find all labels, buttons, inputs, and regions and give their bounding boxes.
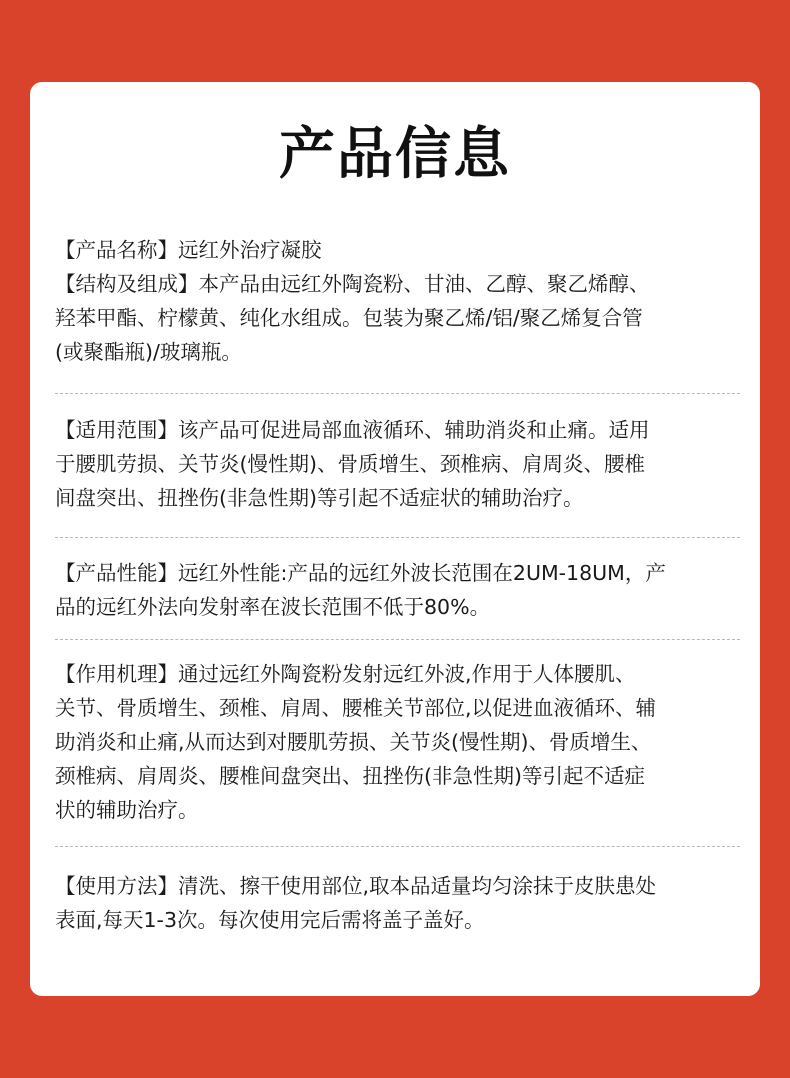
page-title: 产品信息 bbox=[279, 122, 511, 187]
text-line: 【结构及组成】本产品由远红外陶瓷粉、甘油、乙醇、聚乙烯醇、 bbox=[55, 272, 650, 296]
section-product-name-composition bbox=[55, 233, 745, 369]
divider bbox=[55, 639, 740, 640]
text-line: 间盘突出、扭挫伤(非急性期)等引起不适症状的辅助治疗。 bbox=[55, 486, 584, 510]
section-performance bbox=[55, 556, 745, 624]
divider bbox=[55, 393, 740, 394]
text-line: 颈椎病、肩周炎、腰椎间盘突出、扭挫伤(非急性期)等引起不适症 bbox=[55, 764, 645, 788]
section-mechanism bbox=[55, 657, 745, 827]
text-line: 【适用范围】该产品可促进局部血液循环、辅助消炎和止痛。适用 bbox=[55, 418, 650, 442]
section-usage bbox=[55, 869, 745, 937]
section-scope bbox=[55, 413, 745, 515]
text-line: 表面,每天1-3次。每次使用完后需将盖子盖好。 bbox=[55, 908, 485, 932]
text-line: (或聚酯瓶)/玻璃瓶。 bbox=[55, 340, 242, 364]
text-line: 【使用方法】清洗、擦干使用部位,取本品适量均匀涂抹于皮肤患处 bbox=[55, 874, 657, 898]
text-line: 【产品性能】远红外性能:产品的远红外波长范围在2UM-18UM，产 bbox=[55, 561, 666, 585]
text-line: 【产品名称】远红外治疗凝胶 bbox=[55, 238, 322, 262]
text-line: 品的远红外法向发射率在波长范围不低于80%。 bbox=[55, 595, 491, 619]
text-line: 助消炎和止痛,从而达到对腰肌劳损、关节炎(慢性期)、骨质增生、 bbox=[55, 730, 652, 754]
text-line: 羟苯甲酯、柠檬黄、纯化水组成。包装为聚乙烯/铝/聚乙烯复合管 bbox=[55, 306, 643, 330]
info-card bbox=[30, 82, 760, 996]
text-line: 状的辅助治疗。 bbox=[55, 798, 199, 822]
divider bbox=[55, 846, 740, 847]
divider bbox=[55, 537, 740, 538]
text-line: 于腰肌劳损、关节炎(慢性期)、骨质增生、颈椎病、肩周炎、腰椎 bbox=[55, 452, 645, 476]
text-line: 【作用机理】通过远红外陶瓷粉发射远红外波,作用于人体腰肌、 bbox=[55, 662, 636, 686]
text-line: 关节、骨质增生、颈椎、肩周、腰椎关节部位,以促进血液循环、辅 bbox=[55, 696, 657, 720]
